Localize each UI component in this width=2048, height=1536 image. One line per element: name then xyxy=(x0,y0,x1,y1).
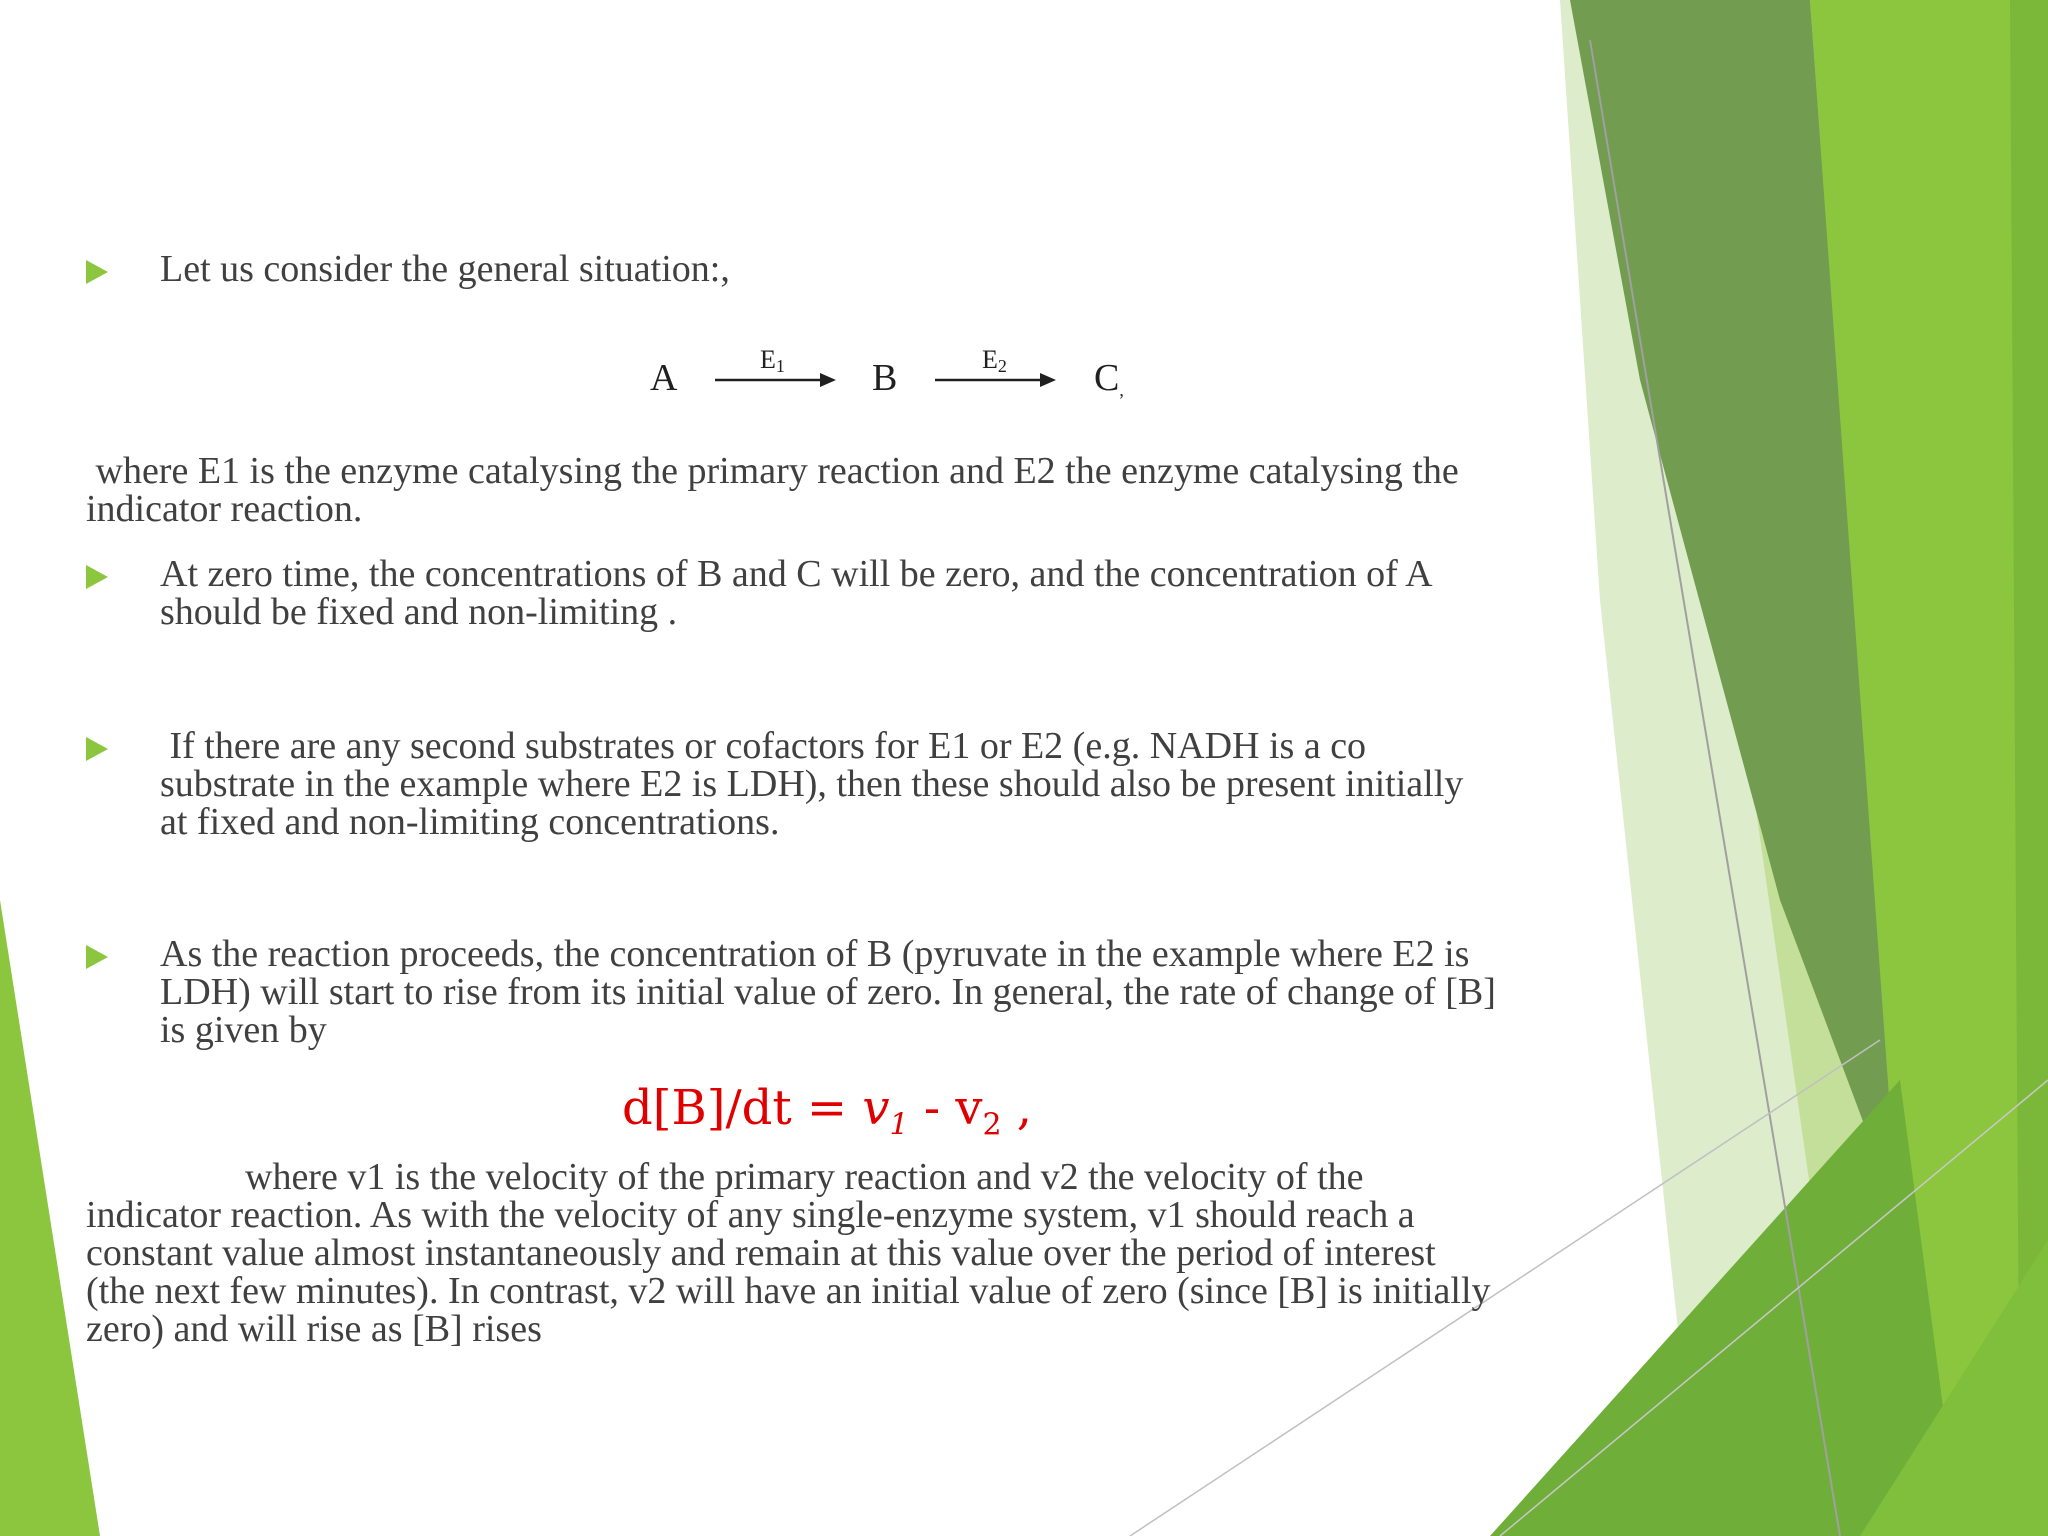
bullet-4-line-2: LDH) will start to rise from its initial value of zero. In general, the rate of change of [B] xyxy=(160,971,1496,1013)
triangle-right-icon xyxy=(86,565,108,589)
para-2-line-5: zero) and will rise as [B] rises xyxy=(86,1308,542,1350)
reaction-e1: E1 xyxy=(760,345,785,376)
reaction-e2: E2 xyxy=(982,345,1007,376)
triangle-right-icon xyxy=(86,737,108,761)
para-1-line-1: where E1 is the enzyme catalysing the primary reaction and E2 the enzyme catalysing the xyxy=(86,450,1459,492)
triangle-right-icon xyxy=(86,260,108,284)
para-2-line-1: where v1 is the velocity of the primary reaction and v2 the velocity of the xyxy=(245,1156,1364,1198)
arrow-2-head xyxy=(1040,373,1056,387)
bullet-3-line-3: at fixed and non-limiting concentrations. xyxy=(160,801,780,843)
bullet-4-line-3: is given by xyxy=(160,1009,327,1051)
reaction-a: A xyxy=(650,357,678,399)
para-1-line-2: indicator reaction. xyxy=(86,488,363,530)
arrow-1-head xyxy=(820,373,836,387)
bullet-1-text: Let us consider the general situation:, xyxy=(160,248,730,290)
bullet-4-line-1: As the reaction proceeds, the concentration of B (pyruvate in the example where E2 is xyxy=(160,933,1470,975)
bullet-2-line-2: should be fixed and non-limiting . xyxy=(160,591,678,633)
bullet-2-line-1: At zero time, the concentrations of B and C will be zero, and the concentration of A xyxy=(160,553,1433,595)
para-2-line-4: (the next few minutes). In contrast, v2 will have an initial value of zero (since [B] is initially xyxy=(86,1270,1491,1312)
bullet-3-line-2: substrate in the example where E2 is LDH), then these should also be present initially xyxy=(160,763,1464,805)
rate-formula: $d[B]/dt = v_1 - v_2$ , xyxy=(622,1080,1033,1143)
bullet-3-line-1: If there are any second substrates or cofactors for E1 or E2 (e.g. NADH is a co xyxy=(160,725,1367,767)
para-2-line-3: constant value almost instantaneously and remain at this value over the period of interest xyxy=(86,1232,1436,1274)
reaction-c: C, xyxy=(1094,357,1124,400)
triangle-right-icon xyxy=(86,945,108,969)
reaction-b: B xyxy=(872,357,898,399)
reaction-scheme xyxy=(640,340,1160,410)
para-2-line-2: indicator reaction. As with the velocity of any single-enzyme system, v1 should reach a xyxy=(86,1194,1415,1236)
